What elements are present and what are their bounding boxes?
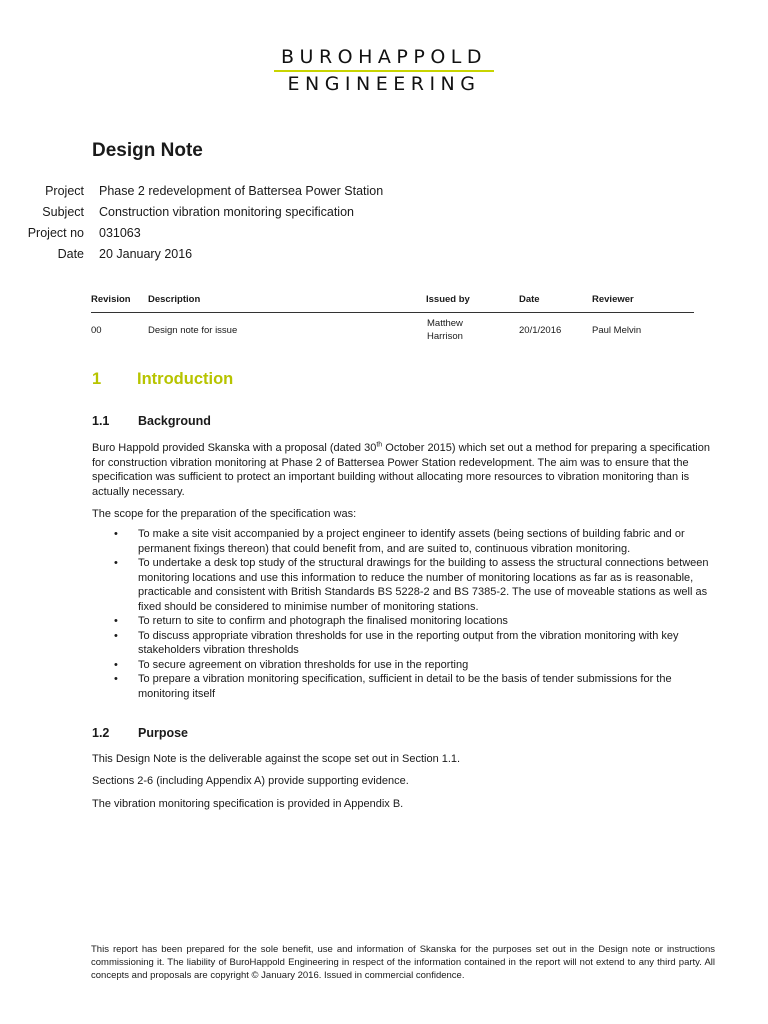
meta-row-subject [0,205,500,226]
list-item [114,527,714,556]
list-item-text: To secure agreement on vibration thresholds for use in the reporting [138,658,469,671]
bullet-icon: • [114,615,118,627]
bullet-icon: • [114,557,118,569]
meta-row-project [0,184,500,205]
meta-label: Date [57,247,84,261]
meta-value: 20 January 2016 [99,247,193,261]
purpose-paragraph-1: This Design Note is the deliverable against the scope set out in Section 1.1. [92,753,461,765]
column-header: Reviewer [592,294,634,305]
description-cell: Design note for issue [148,325,238,336]
scope-list [114,527,714,701]
subsection-title: Purpose [138,726,189,740]
meta-value: Construction vibration monitoring specification [99,205,354,219]
section-title: Introduction [137,370,234,388]
list-item [114,556,714,614]
list-item-text: To make a site visit accompanied by a project engineer to identify assets (being sections of building fabric and or permanent fixings thereon) that could benefit from, and are suited to, continuous vibration monitoring. [138,528,685,555]
background-paragraph [92,441,712,499]
meta-label: Project [45,184,84,198]
meta-value: Phase 2 redevelopment of Battersea Power Station [99,184,384,198]
purpose-paragraph-3: The vibration monitoring specification is provided in Appendix B. [92,798,404,810]
list-item [114,658,714,673]
meta-row-date [0,247,500,268]
meta-row-project-no [0,226,500,247]
column-header: Date [519,294,540,305]
logo-line-1: BUROHAPPOLD [281,46,487,68]
subsection-heading-purpose [92,726,188,740]
section-heading-introduction [92,370,233,389]
bullet-icon: • [114,673,118,685]
bullet-icon: • [114,629,118,642]
list-item-text: To prepare a vibration monitoring specification, sufficient in detail to be the basis of tender submissions for the monitoring itself [138,673,672,700]
list-item-text: To discuss appropriate vibration thresholds for use in the reporting output from the vibration monitoring with key stakeholders vibration thresholds [138,629,679,656]
footer-disclaimer: This report has been prepared for the sole benefit, use and information of Skanska for the purposes set out in the Design note or instructions commissioning it. The liability of BuroHappold Engineering in respect of the information contained in the report will not extend to any third party. All concepts and proposals are copyright © January 2016. Issued in commercial confidence. [91,944,715,981]
column-header: Revision [91,294,131,305]
revision-cell: 00 [91,325,102,336]
subsection-title: Background [138,414,211,428]
meta-value: 031063 [99,226,141,240]
subsection-number: 1.2 [92,726,110,740]
paragraph-text: October 2015) which set out a method for preparing a specification for construction vibration monitoring at Phase 2 of Battersea Power Station redevelopment. The aim was to ensure that the specification was sufficient to protect an important building without allocating more resources to vibration monitoring than is actually necessary. [92,442,710,498]
logo-line-2: ENGINEERING [287,73,481,95]
list-item [114,672,714,701]
issued-by-cell-line1: Matthew [427,318,463,329]
scope-intro: The scope for the preparation of the specification was: [92,508,357,520]
list-item [114,629,714,658]
bullet-icon: • [114,528,118,540]
list-item-text: To undertake a desk top study of the structural drawings for the building to assess the structural connections between monitoring locations and use this information to reduce the number of monitoring locations as far as is reasonable, practicable and consistent with British Standards BS 5228-2 and BS 7385-2. The use of moveable stations as well as fixed should be considered to minimise number of monitoring stations. [138,557,709,613]
column-header: Issued by [426,294,470,305]
bullet-icon: • [114,658,118,671]
superscript: th [376,441,383,449]
meta-label: Project no [27,226,84,240]
revision-table-header [91,291,694,313]
list-item-text: To return to site to confirm and photograph the finalised monitoring locations [138,615,508,627]
logo-accent-bar [274,70,494,72]
table-row [91,313,694,347]
project-metadata [0,184,500,268]
reviewer-cell: Paul Melvin [592,325,642,336]
list-item [114,614,714,629]
paragraph-text: Buro Happold provided Skanska with a proposal (dated 30 [92,442,377,454]
document-title: Design Note [92,140,203,161]
meta-label: Subject [42,205,84,219]
company-logo [0,46,768,95]
subsection-heading-background [92,414,211,428]
column-header: Description [148,294,201,305]
section-number: 1 [92,370,102,388]
purpose-paragraph-2: Sections 2-6 (including Appendix A) provide supporting evidence. [92,775,409,787]
date-cell: 20/1/2016 [519,325,562,336]
subsection-number: 1.1 [92,414,110,428]
issued-by-cell-line2: Harrison [427,331,463,342]
revision-table [91,291,694,347]
